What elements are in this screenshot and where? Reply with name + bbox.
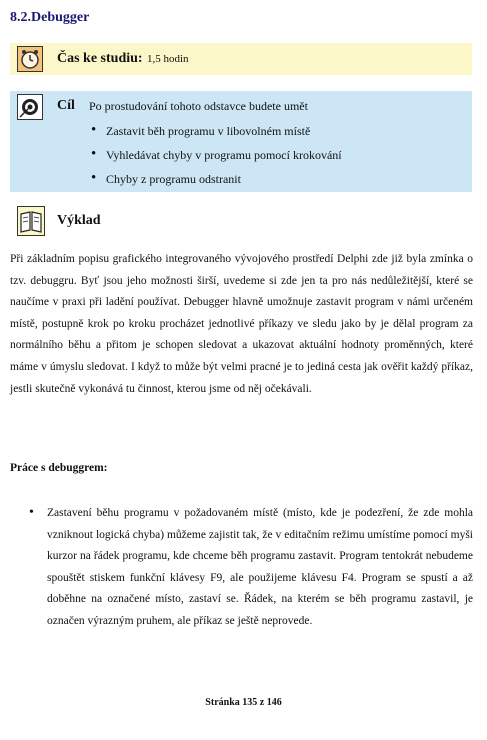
study-time-box xyxy=(10,43,472,75)
goal-box xyxy=(10,91,472,192)
clock-icon xyxy=(17,46,43,72)
goal-intro: Po prostudování tohoto odstavce budete umět xyxy=(89,99,308,113)
study-time-label: Čas ke studiu: xyxy=(57,51,143,66)
book-icon xyxy=(17,206,45,236)
goal-label: Cíl xyxy=(57,98,75,113)
goal-item: • Vyhledávat chyby v programu pomocí krokování xyxy=(89,148,342,172)
explanation-paragraph: Při základním popisu grafického integrovaného vývojového prostředí Delphi zde již byla zmínka o tzv. debuggru. Byť jsou jeho možnosti širší, uvedeme si zde jen ta pro nás nedůležitější, které se naučíme v praxi při ladění používat. Debugger hlavně umožnuje zastavit program v námi určeném místě, postupně krok po kroku procházet jednotlivé příkazy ve sledu jako by je dělal program za normálního běhu a přitom je schopen sledovat a ukazovat aktuální hodnoty proměnných, které máme v úmyslu sledovat. I když to může být velmi pracné je to jediná cesta jak ověřit každý příkaz, jestli skutečně vykonává tu činnost, kterou jsme od něj očekávali. xyxy=(10,253,473,395)
goal-item: • Chyby z programu odstranit xyxy=(89,172,342,196)
explanation-label: Výklad xyxy=(57,213,101,228)
study-time-value: 1,5 hodin xyxy=(147,53,189,65)
bullet-marker: • xyxy=(29,505,34,520)
work-heading: Práce s debuggrem: xyxy=(10,462,108,474)
page-footer: Stránka 135 z 146 xyxy=(205,697,282,708)
goal-list xyxy=(89,124,342,196)
work-bullet-text: Zastavení běhu programu v požadovaném místě (místo, kde je podezření, že zde mohla vzniknout logická chyba) můžeme zajistit tak, že v editačním režimu umístíme pomocí myši kurzor na řádek programu, kde chceme běh programu zastavit. Program tentokrát nebudeme spouštět stiskem funkční klávesy F9, ale použijeme klávesu F4. Program se spustí a až doběhne na označené místo, zastaví se. Řádek, na kterém se běh programu zastavil, je označen výrazným pruhem, ale příkaz se ještě neprovede. xyxy=(47,507,473,627)
target-icon xyxy=(17,94,43,120)
section-title: 8.2.Debugger xyxy=(10,10,90,25)
goal-item: • Zastavit běh programu v libovolném místě xyxy=(89,124,342,148)
